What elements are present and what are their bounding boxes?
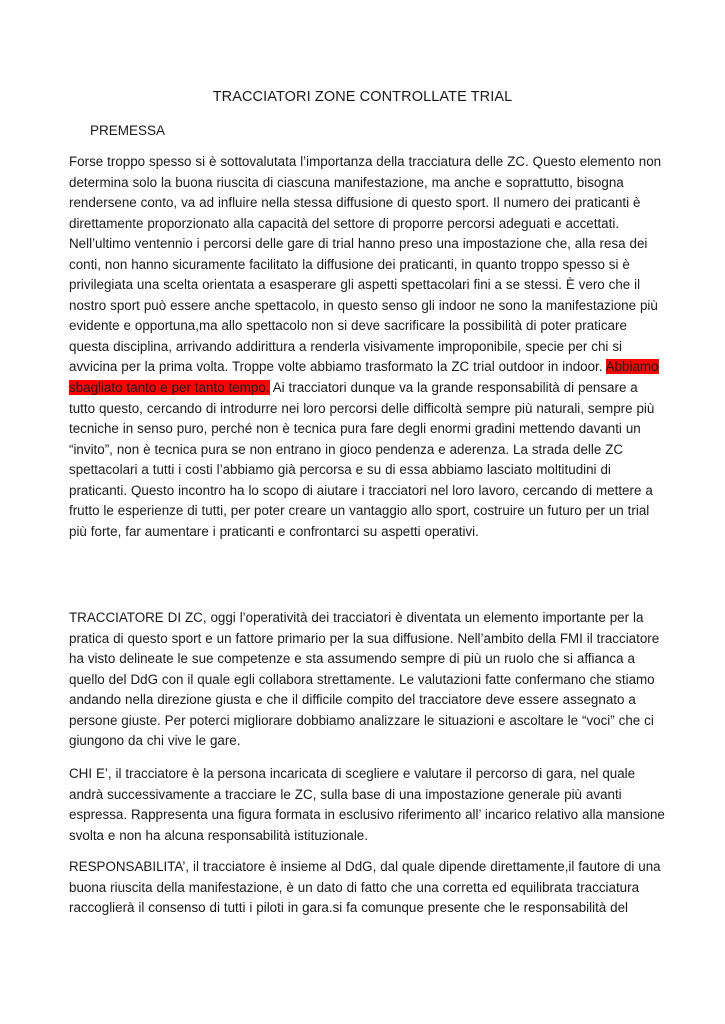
paragraph-responsabilita: RESPONSABILITA’, il tracciatore è insieme al DdG, dal quale dipende direttamente,il fautore di una buona riuscita della manifestazione, è un dato di fatto che una corretta ed equilibrata tracciatura raccoglierà il consenso di tutti i piloti in gara.si fa comunque presente che le responsabilità del — [69, 859, 661, 916]
highlighted-sentence: Abbiamo sbagliato tanto e per tanto tempo. — [69, 359, 659, 396]
premessa-text-end: Ai tracciatori dunque va la grande responsabilità di pensare a tutto questo, cercando di introdurre nei loro percorsi delle difficoltà sempre più naturali, sempre più tecniche in senso puro, perché non è tecnica pura fare degli enormi gradini mettendo davanti un “invito”, non è tecnica pura se non entrano in gioco pendenza e aderenza. La strada delle ZC spettacolari a tutti i costi l’abbiamo già percorsa e su di essa abbiamo lasciato moltitudini di praticanti. Questo incontro ha lo scopo di aiutare i tracciatori nel loro lavoro, cercando di mettere a frutto le esperienze di tutti, per poter creare un vantaggio allo sport, costruire un futuro per un trial più forte, far aumentare i praticanti e confrontarci su aspetti operativi. — [69, 380, 655, 539]
premessa-text-start: Forse troppo spesso si è sottovalutata l’importanza della tracciatura delle ZC. Questo elemento non determina solo la buona riuscita di ciascuna manifestazione, ma anche e soprattutto, bisogna rendersene conto, va ad influire nella stessa diffusione di questo sport. Il numero dei praticanti è direttamente proporzionato alla capacità del settore di proporre percorsi adeguati e accettati. Nell’ultimo ventennio i percorsi delle gare di trial hanno preso una impostazione che, alla resa dei conti, non hanno sicuramente facilitato la diffusione dei praticanti, in quanto troppo spesso si è privilegiata una scelta orientata a esasperare gli aspetti spettacolari fini a se stessi. È vero che il nostro sport può essere anche spettacolo, in questo senso gli indoor ne sono la manifestazione più evidente e opportuna,ma allo spettacolo non si deve sacrificare la possibilità di poter praticare questa disciplina, arrivando addirittura a renderla visivamente improponibile, specie per chi si avvicina per la prima volta. Troppe volte abbiamo trasformato la ZC trial outdoor in indoor. — [69, 154, 662, 375]
paragraph-tracciatore-di-zc: TRACCIATORE DI ZC, oggi l’operatività dei tracciatori è diventata un elemento importante per la pratica di questo sport e un fattore primario per la sua diffusione. Nell’ambito della FMI il tracciatore ha visto delineate le sue competenze e sta assumendo sempre di più un ruolo che si affianca a quello del DdG con il quale egli collabora strettamente. Le valutazioni fatte confermano che stiamo andando nella direzione giusta e che il difficile compito del tracciatore deve essere assegnato a persone giuste. Per poterci migliorare dobbiamo analizzare le situazioni e ascoltare le “voci” che ci giungono da chi vive le gare. — [69, 610, 660, 749]
section-heading-premessa: PREMESSA — [90, 123, 166, 138]
document-title: TRACCIATORI ZONE CONTROLLATE TRIAL — [212, 89, 513, 105]
paragraph-premessa — [69, 152, 665, 542]
paragraph-chi-e: CHI E’, il tracciatore è la persona incaricata di scegliere e valutare il percorso di gara, nel quale andrà successivamente a tracciare le ZC, sulla base di una impostazione generale più avanti espressa. Rappresenta una figura formata in esclusivo riferimento all’ incarico relativo alla mansione svolta e non ha alcuna responsabilità istituzionale. — [69, 766, 665, 843]
